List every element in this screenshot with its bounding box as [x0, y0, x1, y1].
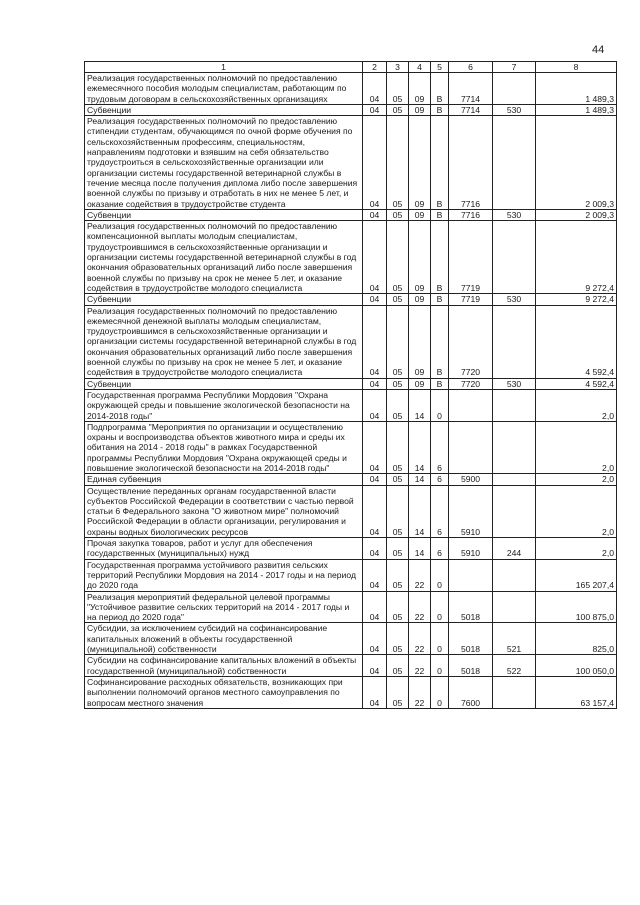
row-code: 14 — [409, 421, 431, 473]
row-code: В — [431, 73, 449, 105]
row-code — [493, 421, 536, 473]
row-code — [493, 73, 536, 105]
table-row — [85, 655, 617, 677]
row-code: 7714 — [449, 73, 493, 105]
column-header: 3 — [387, 62, 409, 73]
row-code — [493, 474, 536, 485]
row-code: 05 — [387, 294, 409, 305]
table-row — [85, 389, 617, 421]
row-code: 05 — [387, 623, 409, 655]
row-code: 05 — [387, 73, 409, 105]
row-code — [493, 485, 536, 537]
row-code: 05 — [387, 221, 409, 294]
row-code: 05 — [387, 485, 409, 537]
table-row — [85, 209, 617, 220]
row-code: 05 — [387, 305, 409, 378]
row-code: 04 — [363, 474, 387, 485]
row-code: 530 — [493, 209, 536, 220]
row-amount: 2,0 — [536, 474, 617, 485]
row-code: 0 — [431, 389, 449, 421]
row-code: 05 — [387, 378, 409, 389]
row-code: 22 — [409, 559, 431, 591]
row-description: Осуществление переданных органам государственной власти субъектов Российской Федерации в соответствии с частью первой статьи 6 Федерального закона "О животном мире" полномочий Российской Федерации в области организации, регулирования и охраны водных биологических ресурсов — [85, 485, 363, 537]
row-description: Реализация мероприятий федеральной целевой программы "Устойчивое развитие сельских территорий на 2014 - 2017 годы и на период до 2020 года" — [85, 591, 363, 623]
row-code: 7720 — [449, 378, 493, 389]
table-row — [85, 378, 617, 389]
row-code — [493, 389, 536, 421]
row-code — [493, 591, 536, 623]
row-code: 05 — [387, 559, 409, 591]
table-row — [85, 104, 617, 115]
page-number: 44 — [592, 44, 605, 56]
row-amount: 2 009,3 — [536, 209, 617, 220]
row-code — [449, 421, 493, 473]
row-code: 7600 — [449, 676, 493, 708]
row-code: 530 — [493, 378, 536, 389]
row-description: Подпрограмма "Мероприятия по организации и осуществлению охраны и воспроизводства объектов животного мира и среды их обитания на 2014 - 2018 годы" в рамках Государственной программы Республики Мордовия "Охрана окружающей среды и повышение экологической безопасности на 2014-2018 годы" — [85, 421, 363, 473]
row-code: 22 — [409, 591, 431, 623]
table-row — [85, 591, 617, 623]
budget-table — [84, 61, 617, 709]
row-amount: 1 489,3 — [536, 73, 617, 105]
column-header: 6 — [449, 62, 493, 73]
row-description: Субвенции — [85, 294, 363, 305]
row-code: 530 — [493, 104, 536, 115]
row-code: В — [431, 116, 449, 210]
column-header: 7 — [493, 62, 536, 73]
row-amount: 1 489,3 — [536, 104, 617, 115]
row-code: 22 — [409, 623, 431, 655]
table-row — [85, 305, 617, 378]
row-code: 5900 — [449, 474, 493, 485]
row-code: 6 — [431, 421, 449, 473]
row-code: 09 — [409, 305, 431, 378]
column-header: 2 — [363, 62, 387, 73]
row-code: 7719 — [449, 221, 493, 294]
table-row — [85, 73, 617, 105]
table-row — [85, 116, 617, 210]
row-code: 05 — [387, 104, 409, 115]
row-code: 04 — [363, 116, 387, 210]
row-code: 522 — [493, 655, 536, 677]
table-row — [85, 623, 617, 655]
table-row — [85, 485, 617, 537]
row-description: Прочая закупка товаров, работ и услуг для обеспечения государственных (муниципальных) нужд — [85, 538, 363, 560]
row-code: В — [431, 221, 449, 294]
row-code: 05 — [387, 591, 409, 623]
table-row — [85, 294, 617, 305]
row-code: 7716 — [449, 209, 493, 220]
row-code: 7716 — [449, 116, 493, 210]
table-row — [85, 676, 617, 708]
row-amount: 2,0 — [536, 538, 617, 560]
row-code: 04 — [363, 485, 387, 537]
table-row — [85, 559, 617, 591]
row-code: 7714 — [449, 104, 493, 115]
row-description: Субсидии, за исключением субсидий на софинансирование капитальных вложений в объекты государственной (муниципальной) собственности — [85, 623, 363, 655]
row-code — [449, 559, 493, 591]
row-code: 22 — [409, 676, 431, 708]
row-code: 05 — [387, 116, 409, 210]
row-description: Государственная программа Республики Мордовия "Охрана окружающей среды и повышение экологической безопасности на 2014-2018 годы" — [85, 389, 363, 421]
row-code: 0 — [431, 559, 449, 591]
row-code — [493, 305, 536, 378]
row-code: 5018 — [449, 655, 493, 677]
row-code: 05 — [387, 421, 409, 473]
row-code: 14 — [409, 474, 431, 485]
row-description: Софинансирование расходных обязательств, возникающих при выполнении полномочий органов местного самоуправления по вопросам местного значения — [85, 676, 363, 708]
row-code — [493, 221, 536, 294]
row-code: 5910 — [449, 485, 493, 537]
column-header: 1 — [85, 62, 363, 73]
row-description: Реализация государственных полномочий по предоставлению стипендии студентам, обучающимся по очной форме обучения по сельскохозяйственным профессиям, специальностям, направлениям подготовки и взявшим на себя обязательство трудоустроиться в сельскохозяйственные организации или организации системы государственной ветеринарной службы в течение месяца после получения диплома либо после завершения военной службы по призыву и отработать в них не менее 5 лет, и оказание содействия в трудоустройстве студента — [85, 116, 363, 210]
column-header: 8 — [536, 62, 617, 73]
row-description: Субсидии на софинансирование капитальных вложений в объекты государственной (муниципальной) собственности — [85, 655, 363, 677]
row-code: В — [431, 378, 449, 389]
row-code: 521 — [493, 623, 536, 655]
row-code: 6 — [431, 485, 449, 537]
row-code: В — [431, 209, 449, 220]
row-code: 09 — [409, 104, 431, 115]
row-code: В — [431, 305, 449, 378]
table-row — [85, 221, 617, 294]
row-code: В — [431, 294, 449, 305]
row-amount: 2,0 — [536, 421, 617, 473]
row-code — [449, 389, 493, 421]
row-code: 7720 — [449, 305, 493, 378]
table-row — [85, 538, 617, 560]
row-code: 04 — [363, 209, 387, 220]
row-description: Государственная программа устойчивого развития сельских территорий Республики Мордовия на 2014 - 2017 годы и на период до 2020 года — [85, 559, 363, 591]
row-code — [493, 116, 536, 210]
row-code: 0 — [431, 591, 449, 623]
row-description: Реализация государственных полномочий по предоставлению компенсационной выплаты молодым специалистам, трудоустроившимся в сельскохозяйственные организации и организации системы государственной ветеринарной службы в год окончания образовательных организаций либо после завершения военной службы по призыву на срок не менее 5 лет, и оказание содействия в трудоустройстве молодого специалиста — [85, 221, 363, 294]
row-code: 04 — [363, 676, 387, 708]
table-row — [85, 421, 617, 473]
row-code — [493, 676, 536, 708]
row-code: 04 — [363, 559, 387, 591]
row-code: 04 — [363, 104, 387, 115]
row-code: 05 — [387, 676, 409, 708]
row-code: 0 — [431, 623, 449, 655]
row-code: 04 — [363, 294, 387, 305]
row-code: 05 — [387, 209, 409, 220]
row-code: 14 — [409, 538, 431, 560]
row-code: 04 — [363, 538, 387, 560]
row-code: 04 — [363, 221, 387, 294]
row-code: 5018 — [449, 623, 493, 655]
row-code: 14 — [409, 485, 431, 537]
column-header: 4 — [409, 62, 431, 73]
row-amount: 9 272,4 — [536, 294, 617, 305]
row-code: 14 — [409, 389, 431, 421]
row-code: 09 — [409, 221, 431, 294]
row-code: 04 — [363, 655, 387, 677]
row-description: Субвенции — [85, 209, 363, 220]
table-header-row — [85, 62, 617, 73]
row-amount: 2 009,3 — [536, 116, 617, 210]
row-code: 04 — [363, 378, 387, 389]
row-code — [493, 559, 536, 591]
row-amount: 825,0 — [536, 623, 617, 655]
row-amount: 2,0 — [536, 485, 617, 537]
row-code: 04 — [363, 591, 387, 623]
row-code: 05 — [387, 538, 409, 560]
row-code: 09 — [409, 209, 431, 220]
row-code: В — [431, 104, 449, 115]
row-amount: 100 050,0 — [536, 655, 617, 677]
row-code: 04 — [363, 73, 387, 105]
row-code: 04 — [363, 623, 387, 655]
row-amount: 100 875,0 — [536, 591, 617, 623]
row-code: 04 — [363, 389, 387, 421]
row-code: 5018 — [449, 591, 493, 623]
row-amount: 165 207,4 — [536, 559, 617, 591]
row-code: 22 — [409, 655, 431, 677]
row-code: 09 — [409, 294, 431, 305]
row-description: Субвенции — [85, 104, 363, 115]
table-row — [85, 474, 617, 485]
row-code: 09 — [409, 378, 431, 389]
row-code: 05 — [387, 474, 409, 485]
row-description: Реализация государственных полномочий по предоставлению ежемесячной денежной выплаты молодым специалистам, трудоустроившимся в сельскохозяйственные организации и организации системы государственной ветеринарной службы в год окончания образовательных организаций либо после завершения военной службы по призыву на срок не менее 5 лет, и оказание содействия в трудоустройстве молодого специалиста — [85, 305, 363, 378]
row-code: 5910 — [449, 538, 493, 560]
row-code: 09 — [409, 73, 431, 105]
row-code: 0 — [431, 655, 449, 677]
row-code: 09 — [409, 116, 431, 210]
row-code: 04 — [363, 305, 387, 378]
row-description: Единая субвенция — [85, 474, 363, 485]
row-code: 05 — [387, 389, 409, 421]
row-code: 6 — [431, 474, 449, 485]
row-amount: 4 592,4 — [536, 305, 617, 378]
column-header: 5 — [431, 62, 449, 73]
row-code: 6 — [431, 538, 449, 560]
row-code: 05 — [387, 655, 409, 677]
row-description: Реализация государственных полномочий по предоставлению ежемесячного пособия молодым специалистам, работающим по трудовым договорам в сельскохозяйственных организациях — [85, 73, 363, 105]
row-code: 244 — [493, 538, 536, 560]
row-amount: 2,0 — [536, 389, 617, 421]
row-amount: 9 272,4 — [536, 221, 617, 294]
row-code: 530 — [493, 294, 536, 305]
row-amount: 4 592,4 — [536, 378, 617, 389]
row-amount: 63 157,4 — [536, 676, 617, 708]
row-code: 0 — [431, 676, 449, 708]
row-description: Субвенции — [85, 378, 363, 389]
row-code: 7719 — [449, 294, 493, 305]
row-code: 04 — [363, 421, 387, 473]
table-body — [85, 73, 617, 709]
